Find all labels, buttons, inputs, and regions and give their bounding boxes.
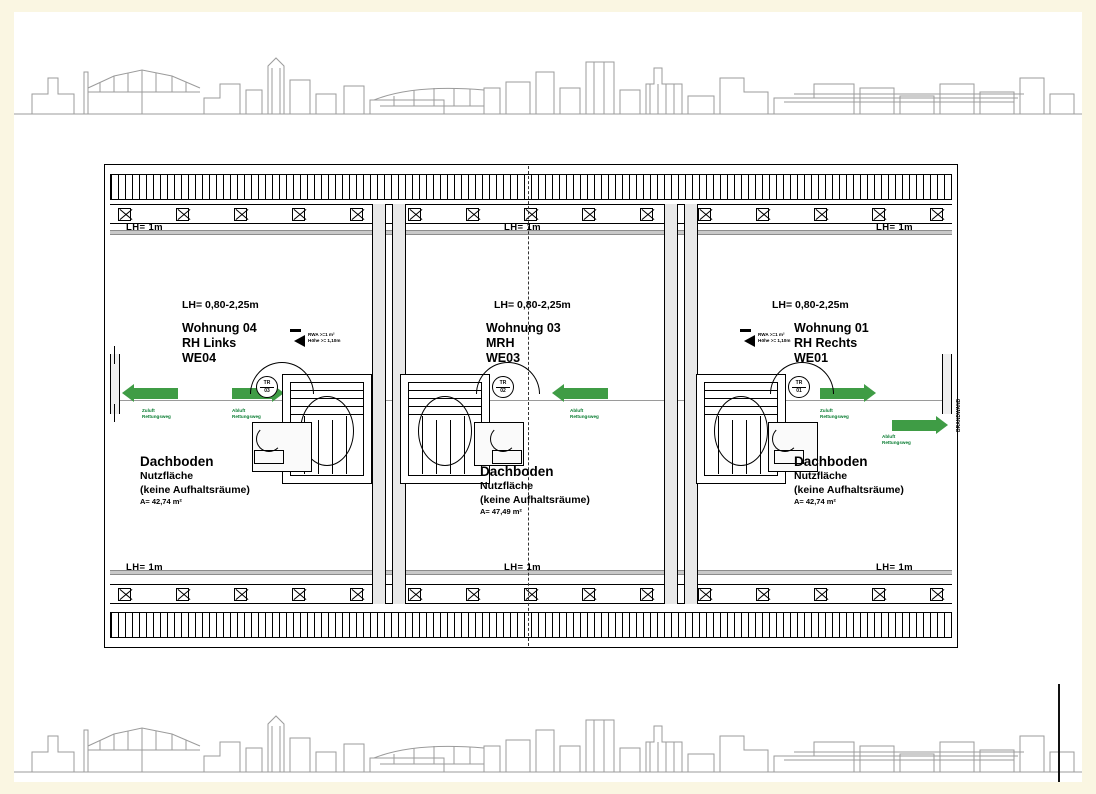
attic-line2-left: Nutzfläche bbox=[140, 470, 194, 482]
unit-type-01: RH Rechts bbox=[794, 336, 858, 350]
unit-code-04: WE04 bbox=[182, 351, 217, 365]
slope-label-unit-01: LH= 0,80-2,25m bbox=[772, 299, 849, 311]
stair-node-center-bottom: 02 bbox=[500, 388, 506, 394]
lh-label-top-center: LH= 1m bbox=[504, 222, 541, 233]
unit-name-04: Wohnung 04 bbox=[182, 321, 257, 335]
attic-block-center bbox=[480, 464, 590, 516]
slope-label-unit-03: LH= 0,80-2,25m bbox=[494, 299, 571, 311]
unit-name-01: Wohnung 01 bbox=[794, 321, 869, 335]
side-wall-left bbox=[110, 354, 120, 414]
attic-line2-right: Nutzfläche bbox=[794, 470, 848, 482]
stair-node-left bbox=[256, 376, 278, 398]
lh-label-bottom-left: LH= 1m bbox=[126, 562, 163, 573]
unit-type-04: RH Links bbox=[182, 336, 237, 350]
party-wall-right bbox=[664, 204, 678, 604]
stair-node-center bbox=[492, 376, 514, 398]
attic-title-center: Dachboden bbox=[480, 464, 554, 479]
escape-arrow-right-out bbox=[892, 420, 936, 431]
attic-block-left bbox=[140, 454, 250, 506]
stair-node-center-top: TR bbox=[499, 380, 507, 386]
roof-hatch-top bbox=[110, 174, 952, 200]
attic-area-center: A= 47,49 m² bbox=[480, 507, 522, 516]
attic-line3-center: (keine Aufhaltsräume) bbox=[480, 494, 590, 506]
party-wall-left bbox=[372, 204, 386, 604]
lh-label-bottom-center: LH= 1m bbox=[504, 562, 541, 573]
attic-area-left: A= 42,74 m² bbox=[140, 497, 182, 506]
skyline-graphic-top bbox=[14, 28, 1082, 123]
lh-label-top-right: LH= 1m bbox=[876, 222, 913, 233]
side-wall-right bbox=[942, 354, 952, 414]
smoke-vent-icon-left bbox=[294, 335, 305, 347]
attic-line3-right: (keine Aufhaltsräume) bbox=[794, 484, 904, 496]
floor-plan bbox=[104, 164, 962, 648]
attic-line3-left: (keine Aufhaltsräume) bbox=[140, 484, 250, 496]
escape-note-right-in: Zuluft Rettungsweg bbox=[820, 408, 849, 419]
skyline-graphic-bottom bbox=[14, 684, 1082, 779]
lh-label-top-left: LH= 1m bbox=[126, 222, 163, 233]
slope-label-unit-04: LH= 0,80-2,25m bbox=[182, 299, 259, 311]
vent-label-left: RWA >=1 m² Höhe >= 1,10m bbox=[308, 332, 341, 343]
unit-code-03: WE03 bbox=[486, 351, 521, 365]
escape-note-center: Abluft Rettungsweg bbox=[570, 408, 599, 419]
stair-node-right-top: TR bbox=[795, 380, 803, 386]
drawing-sheet bbox=[14, 12, 1082, 782]
stair-node-right bbox=[788, 376, 810, 398]
center-axis bbox=[528, 166, 529, 646]
attic-block-right bbox=[794, 454, 904, 506]
unit-type-03: MRH bbox=[486, 336, 515, 350]
lh-label-bottom-right: LH= 1m bbox=[876, 562, 913, 573]
unit-block-03 bbox=[486, 321, 561, 366]
stair-node-left-bottom: 03 bbox=[264, 388, 270, 394]
stair-node-left-top: TR bbox=[263, 380, 271, 386]
plan-outline bbox=[104, 164, 958, 648]
roof-hatch-bottom bbox=[110, 612, 952, 638]
wall-band-bottom bbox=[110, 584, 952, 604]
sheet-edge-marker bbox=[1058, 684, 1060, 782]
attic-title-right: Dachboden bbox=[794, 454, 868, 469]
smoke-vent-icon-right bbox=[744, 335, 755, 347]
wall-band-top bbox=[110, 204, 952, 224]
escape-note-left-out: Zuluft Rettungsweg bbox=[142, 408, 171, 419]
attic-line2-center: Nutzfläche bbox=[480, 480, 534, 492]
escape-arrow-center bbox=[564, 388, 608, 399]
unit-name-03: Wohnung 03 bbox=[486, 321, 561, 335]
unit-block-01 bbox=[794, 321, 869, 366]
stair-node-right-bottom: 01 bbox=[796, 388, 802, 394]
vent-label-right: RWA >=1 m² Höhe >= 1,10m bbox=[758, 332, 791, 343]
unit-block-04 bbox=[182, 321, 257, 366]
attic-area-right: A= 42,74 m² bbox=[794, 497, 836, 506]
escape-note-right-out: Abluft Rettungsweg bbox=[882, 434, 911, 445]
ridge-line bbox=[110, 400, 952, 401]
attic-title-left: Dachboden bbox=[140, 454, 214, 469]
edge-label-right: BRANDWAND bbox=[956, 398, 962, 432]
unit-code-01: WE01 bbox=[794, 351, 829, 365]
escape-note-left-in: Abluft Rettungsweg bbox=[232, 408, 261, 419]
escape-arrow-left-out bbox=[134, 388, 178, 399]
